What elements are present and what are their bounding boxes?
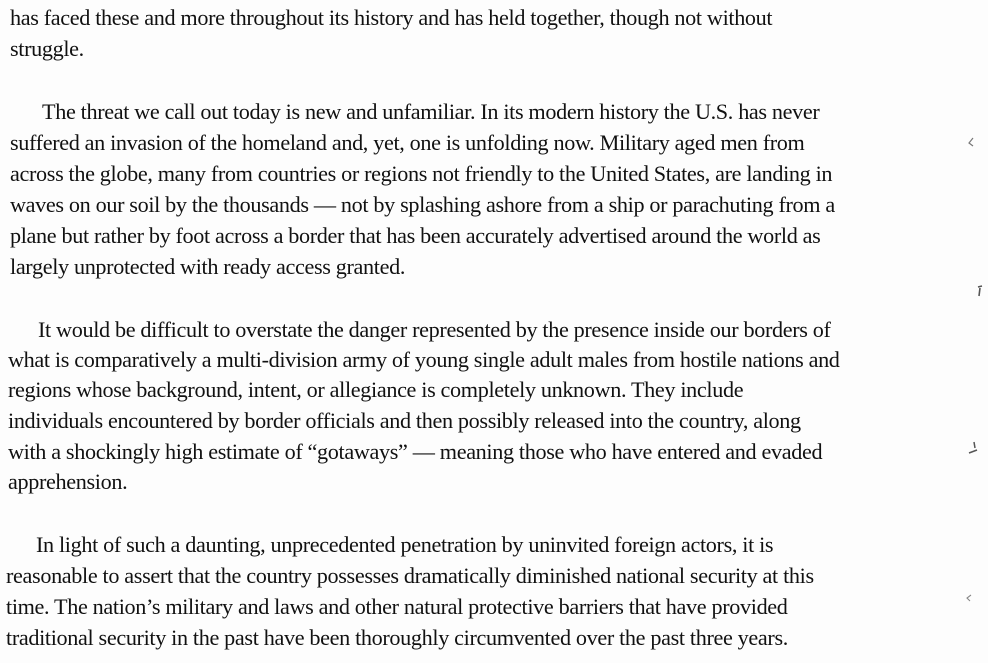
text-line: what is comparatively a multi-division army of young single adult males from hostile nations and bbox=[8, 347, 840, 372]
text-line: apprehension. bbox=[8, 469, 128, 494]
text-line: individuals encountered by border officials and then possibly released into the country, along bbox=[8, 408, 801, 433]
text-line: traditional security in the past have been thoroughly circumvented over the past three years. bbox=[6, 625, 788, 650]
text-line: reasonable to assert that the country possesses dramatically diminished national security at this bbox=[6, 563, 814, 588]
text-line: The threat we call out today is new and unfamiliar. In its modern history the U.S. has never bbox=[42, 99, 820, 124]
text-line: waves on our soil by the thousands — not by splashing ashore from a ship or parachuting from a bbox=[10, 192, 835, 217]
text-line: largely unprotected with ready access granted. bbox=[10, 254, 406, 279]
text-line: In light of such a daunting, unprecedented penetration by uninvited foreign actors, it is bbox=[36, 532, 774, 557]
scan-mark bbox=[966, 136, 976, 148]
text-line: across the globe, many from countries or regions not friendly to the United States, are landing in bbox=[10, 161, 833, 186]
text-line: suffered an invasion of the homeland and, yet, one is unfolding now. Military aged men from bbox=[10, 130, 805, 155]
scan-mark bbox=[974, 284, 986, 300]
scan-mark bbox=[964, 592, 974, 604]
text-line: regions whose background, intent, or allegiance is completely unknown. They include bbox=[8, 377, 744, 402]
text-line: struggle. bbox=[10, 36, 84, 61]
text-line: with a shockingly high estimate of “gotaways” — meaning those who have entered and evaded bbox=[8, 439, 823, 464]
text-line: time. The nation’s military and laws and other natural protective barriers that have provided bbox=[6, 594, 788, 619]
scan-mark bbox=[966, 440, 980, 458]
text-line: It would be difficult to overstate the danger represented by the presence inside our borders of bbox=[38, 317, 831, 342]
text-line: has faced these and more throughout its history and has held together, though not without bbox=[10, 5, 773, 30]
text-line: plane but rather by foot across a border that has been accurately advertised around the world as bbox=[10, 223, 821, 248]
